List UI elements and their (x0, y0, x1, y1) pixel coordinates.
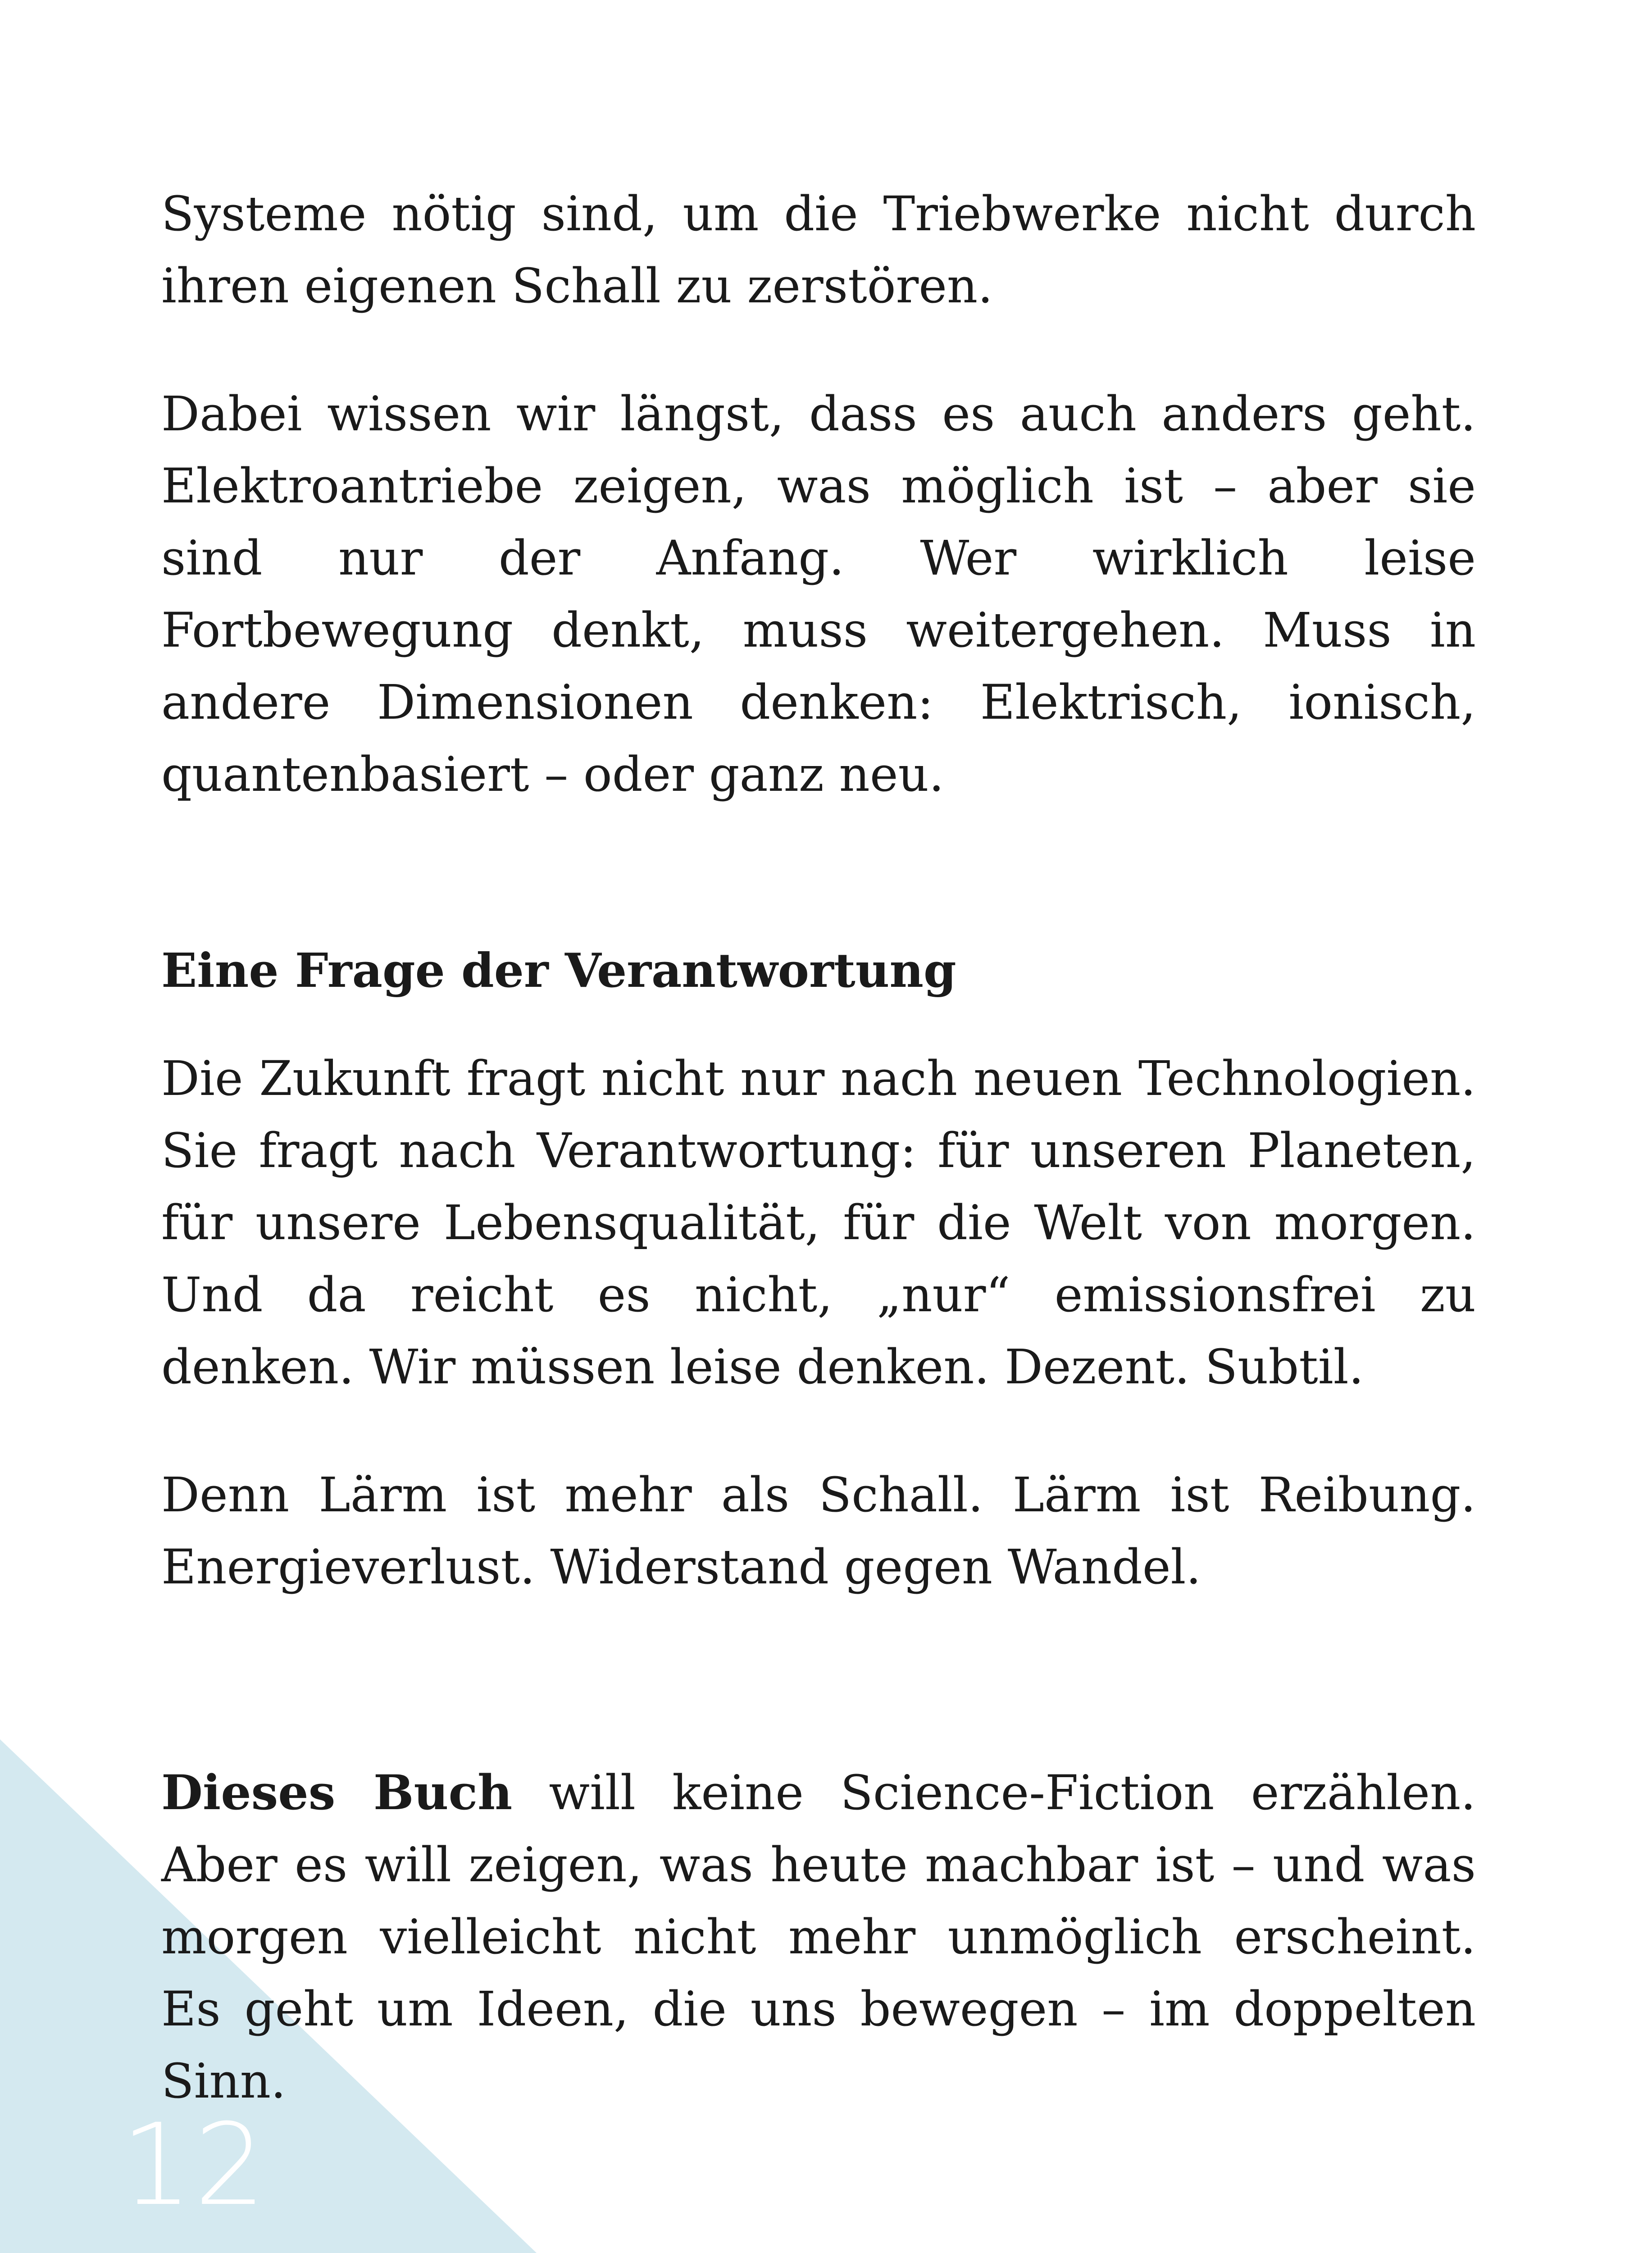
page-number: 12 (121, 2099, 268, 2230)
closing-bold-lead: Dieses Buch (161, 1764, 513, 1820)
paragraph-electric-drives: Dabei wissen wir längst, dass es auch anders geht. Elektroantriebe zeigen, was möglich ist – aber sie sind nur der Anfang. Wer wirklich leise Fortbewegung denkt, muss weitergehen. Muss in andere Dimensionen denken: Elektrisch, ionisch, quantenbasiert – oder ganz neu. (161, 386, 1476, 802)
closing-text: will keine Science-Fiction erzählen. Aber es will zeigen, was heute machbar ist – und was morgen vielleicht nicht mehr unmöglich erscheint. (161, 1765, 1476, 1965)
paragraph-closing (161, 1756, 1476, 2117)
section-heading: Eine Frage der Verantwortung (161, 943, 956, 998)
paragraph-noise: Denn Lärm ist mehr als Schall. Lärm ist Reibung. Energieverlust. Widerstand gegen Wandel. (161, 1467, 1476, 1595)
closing-last-line: Es geht um Ideen, die uns bewegen – im doppelten Sinn. (161, 1981, 1476, 2109)
paragraph-responsibility: Die Zukunft fragt nicht nur nach neuen Technologien. Sie fragt nach Verantwortung: für unseren Planeten, für unsere Lebensqualität, für die Welt von morgen. Und da reicht es nicht, „nur“ emissionsfrei zu denken. Wir müssen leise denken. Dezent. Subtil. (161, 1051, 1476, 1395)
paragraph-intro: Systeme nötig sind, um die Triebwerke nicht durch ihren eigenen Schall zu zerstören. (161, 186, 1476, 314)
page-body (161, 178, 1476, 2117)
